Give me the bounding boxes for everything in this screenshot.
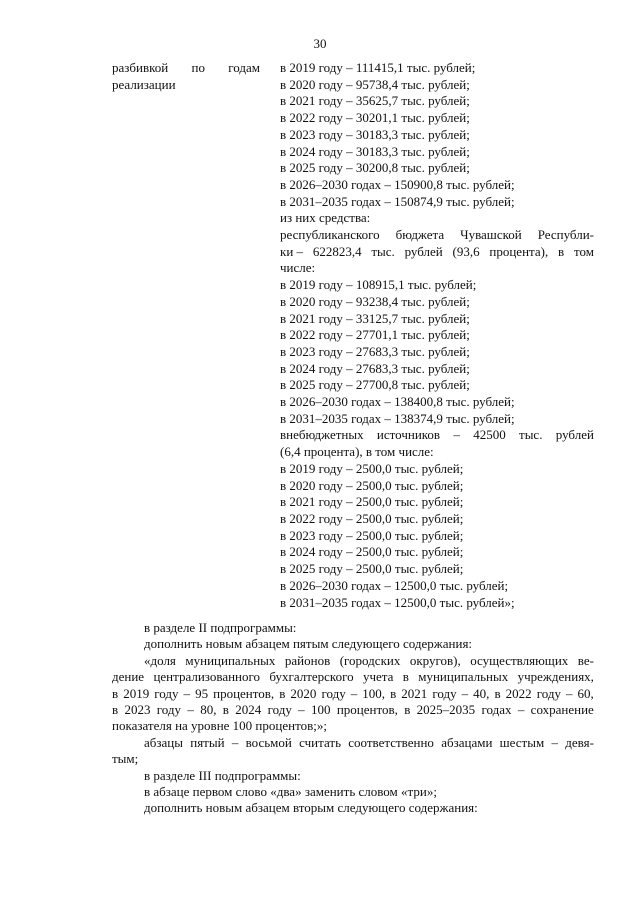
republic-year-line: в 2024 году – 27683,3 тыс. рублей; [280, 360, 470, 376]
renumber-line-2: тым; [112, 751, 139, 767]
total-year-line: в 2026–2030 годах – 150900,8 тыс. рублей; [280, 176, 515, 192]
word: бухгалтерского [269, 669, 354, 685]
word: учреждениях, [517, 669, 594, 685]
republic-budget-line-2 [280, 244, 594, 261]
word: в [112, 702, 119, 718]
word: муниципальных [418, 669, 509, 685]
word: внебюджетных [280, 427, 364, 443]
funding-details [280, 60, 594, 611]
row-label-word: по [191, 60, 205, 75]
word: осуществляющих [470, 652, 569, 668]
word: (93,6 [452, 243, 480, 259]
word: году [156, 702, 182, 718]
word: в [112, 685, 119, 701]
word: процентов, [336, 702, 398, 718]
word: источников [376, 427, 441, 443]
quote-line-5: показателя на уровне 100 процентов;»; [112, 718, 327, 734]
word: учета [362, 669, 394, 685]
word: 40, [473, 685, 490, 701]
amendments-text [112, 620, 594, 817]
extrabudget-year-line: в 2021 году – 2500,0 тыс. рублей; [280, 494, 464, 510]
word: году [321, 685, 346, 701]
word: 80, [200, 702, 217, 718]
word: 42500 [473, 427, 506, 443]
word: бюджета [395, 227, 445, 243]
word: абзацы [144, 734, 183, 750]
word: Республи- [537, 227, 594, 243]
total-year-line: в 2019 году – 111415,1 тыс. рублей; [280, 60, 476, 75]
word: пятый [190, 734, 225, 750]
page-number: 30 [313, 36, 327, 51]
word: – [566, 685, 573, 701]
extrabudget-year-line: в 2024 году – 2500,0 тыс. рублей; [280, 544, 464, 560]
quote-line-3 [112, 686, 594, 702]
word: дение [112, 669, 145, 685]
word: республиканского [280, 227, 380, 243]
extrabudget-line-2: (6,4 процента), в том числе: [280, 444, 434, 460]
section3-heading: в разделе III подпрограммы: [144, 767, 301, 783]
word: – [350, 685, 358, 701]
word: 2020 [290, 685, 317, 701]
renumber-line-1 [112, 735, 594, 751]
word: соответственно [348, 734, 434, 750]
total-year-line: в 2022 году – 30201,1 тыс. рублей; [280, 110, 470, 126]
republic-year-line: в 2021 году – 33125,7 тыс. рублей; [280, 310, 470, 326]
row-label-line-2: реализации [112, 76, 176, 92]
word: «доля [144, 652, 176, 668]
word: 2024 [235, 702, 262, 718]
of-which-line: из них средства: [280, 210, 371, 226]
word: году [432, 685, 457, 701]
word: в [494, 685, 501, 701]
extrabudget-year-line: в 2020 году – 2500,0 тыс. рублей; [280, 477, 464, 493]
extrabudget-year-line: в 2025 году – 2500,0 тыс. рублей; [280, 561, 464, 577]
word: в [404, 702, 411, 718]
word: году [267, 702, 292, 718]
row-label [112, 60, 260, 93]
republic-year-line: в 2031–2035 годах – 138374,9 тыс. рублей; [280, 410, 515, 426]
word: – [461, 685, 469, 701]
total-year-line: в 2025 году – 30200,8 тыс. рублей; [280, 160, 470, 176]
quote-line-4 [112, 702, 594, 718]
word: 622823,4 [312, 243, 362, 259]
extrabudget-year-line: в 2023 году – 2500,0 тыс. рублей; [280, 527, 464, 543]
extrabudget-line-1 [280, 427, 594, 444]
word: в [558, 243, 565, 259]
word: – [231, 734, 239, 750]
add-paragraph5-instruction: дополнить новым абзацем пятым следующего содержания: [144, 636, 473, 652]
word: процента), [489, 243, 549, 259]
word: рублей [404, 243, 443, 259]
extrabudget-year-line: в 2031–2035 годах – 12500,0 тыс. рублей»; [280, 594, 515, 610]
quote-line-2 [112, 669, 594, 685]
total-year-line: в 2024 году – 30183,3 тыс. рублей; [280, 143, 470, 159]
word: в [390, 685, 397, 701]
republic-year-line: в 2025 году – 27700,8 тыс. рублей; [280, 377, 470, 393]
word: ве- [577, 652, 594, 668]
word: – [453, 427, 460, 443]
word: 2023 [124, 702, 151, 718]
word: ки – [280, 243, 304, 259]
word: районов [284, 652, 331, 668]
word: сохранение [530, 702, 594, 718]
extrabudget-year-line: в 2026–2030 годах – 12500,0 тыс. рублей; [280, 577, 509, 593]
quote-line-1 [112, 653, 594, 669]
total-year-line: в 2031–2035 годах – 150874,9 тыс. рублей; [280, 193, 515, 209]
total-year-line: в 2020 году – 95738,4 тыс. рублей; [280, 76, 470, 92]
word: в [222, 702, 229, 718]
republic-year-line: в 2019 году – 108915,1 тыс. рублей; [280, 277, 477, 293]
word: 2019 [123, 685, 150, 701]
republic-year-line: в 2022 году – 27701,1 тыс. рублей; [280, 327, 470, 343]
total-year-line: в 2023 году – 30183,3 тыс. рублей; [280, 126, 470, 142]
word: девя- [565, 734, 594, 750]
word: 60, [577, 685, 594, 701]
word: (городских [339, 652, 401, 668]
word: 2021 [401, 685, 428, 701]
word: – [298, 702, 305, 718]
word: Чувашской [460, 227, 522, 243]
word: централизованного [153, 669, 261, 685]
word: округов), [409, 652, 461, 668]
word: 100 [310, 702, 331, 718]
republic-year-line: в 2023 году – 27683,3 тыс. рублей; [280, 343, 470, 359]
extrabudget-year-line: в 2019 году – 2500,0 тыс. рублей; [280, 460, 464, 476]
word: году [536, 685, 561, 701]
word: в [279, 685, 286, 701]
republic-budget-line-1 [280, 227, 594, 244]
word: году [154, 685, 179, 701]
word: том [573, 243, 594, 259]
row-label-word: разбивкой [112, 60, 169, 75]
word: – [187, 702, 194, 718]
word: муниципальных [185, 652, 276, 668]
word: процентов, [213, 685, 275, 701]
word: 100, [362, 685, 386, 701]
row-label-line-1 [112, 60, 260, 77]
republic-budget-line-3: числе: [280, 260, 316, 276]
word: шестым [499, 734, 545, 750]
word: – [551, 734, 558, 750]
word: рублей [555, 427, 594, 443]
word: считать [299, 734, 342, 750]
word: восьмой [245, 734, 292, 750]
replace-word-instruction: в абзаце первом слово «два» заменить словом «три»; [144, 784, 437, 800]
republic-year-line: в 2020 году – 93238,4 тыс. рублей; [280, 293, 470, 309]
word: 2025–2035 [416, 702, 476, 718]
word: – [517, 702, 525, 718]
add-paragraph2-instruction: дополнить новым абзацем вторым следующего содержания: [144, 800, 478, 816]
word: 2022 [505, 685, 532, 701]
word: – [183, 685, 191, 701]
word: тыс. [519, 427, 543, 443]
word: абзацами [441, 734, 493, 750]
republic-year-line: в 2026–2030 годах – 138400,8 тыс. рублей; [280, 394, 515, 410]
section2-heading: в разделе II подпрограммы: [144, 620, 297, 635]
row-label-word: годам [228, 60, 260, 75]
word: тыс. [371, 243, 395, 259]
word: в [402, 669, 409, 685]
extrabudget-year-line: в 2022 году – 2500,0 тыс. рублей; [280, 510, 464, 526]
word: 95 [195, 685, 209, 701]
word: годах [481, 702, 512, 718]
total-year-line: в 2021 году – 35625,7 тыс. рублей; [280, 93, 470, 109]
